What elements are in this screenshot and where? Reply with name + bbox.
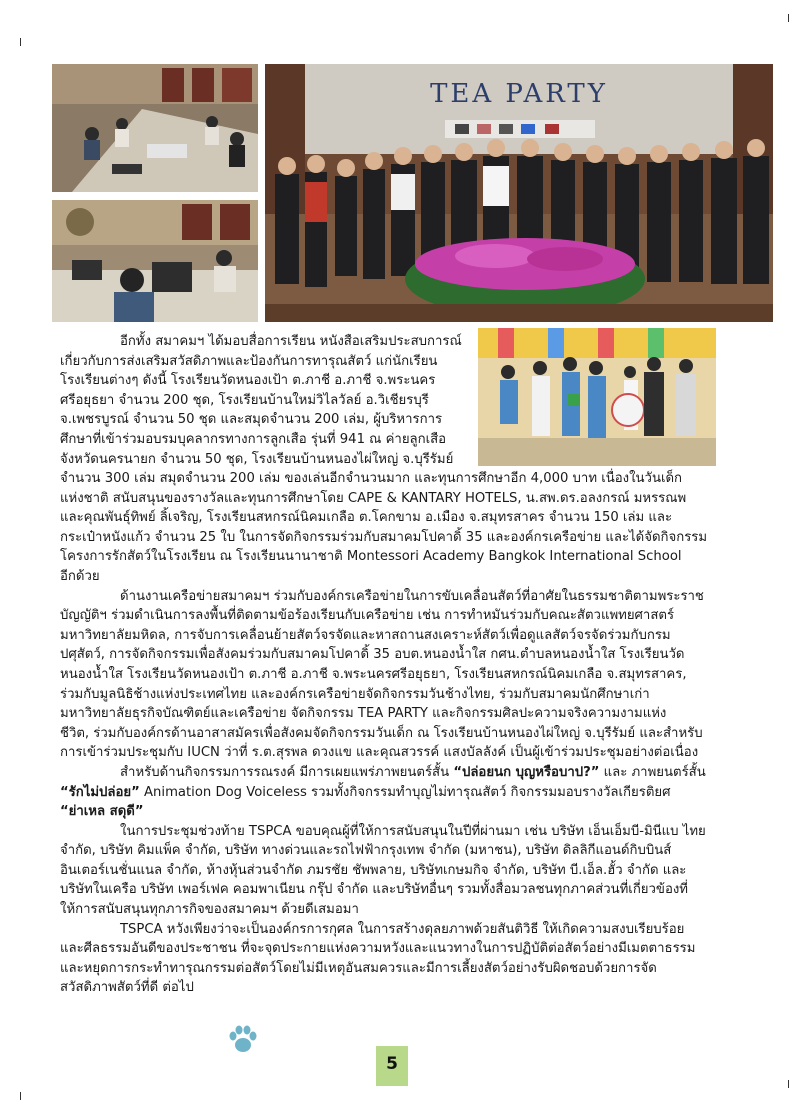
p5-line: และศีลธรรมอันดีของประชาชน ที่จะจุดประกายแห่งความหวังและแนวทางในการปฏิบัติต่อสัตว์อย่างมีเมตตาธรรม [60,941,696,957]
office-photo [52,200,258,322]
p2-line: ปศุสัตว์, การจัดกิจกรรมเพื่อสังคมร่วมกับสมาคมโปคาดิ้ 35 อบต.หนองน้ำใส กศน.ตำบลหนองน้ำใส โรงเรียนวัด [60,647,685,663]
p5-line: สวัสดิภาพสัตว์ที่ดี ต่อไป [60,980,194,996]
p1-line: แห่งชาติ สนับสนุนของรางวัลและทุนการศึกษาโดย CAPE & KANTARY HOTELS, น.สพ.ดร.อลงกรณ์ มหรรณพ [60,490,687,506]
p2-line: มหาวิทยาลัยมหิดล, การจับการเคลื่อนย้ายสัตว์จรจัดและหาสถานสงเคราะห์สัตว์เพื่อดูแลสัตว์จรจัดร่วมกับกรม [60,627,671,643]
page-number-box [376,1046,408,1086]
p2-line: ร่วมกับมูลนิธิช้างแห่งประเทศไทย และองค์กรเครือข่ายจัดกิจกรรมวันช้างไทย, ร่วมกับสมาคมนักศึกษาเก่า [60,686,650,702]
p1-line: จ.เพชรบูรณ์ จำนวน 50 ชุด และสมุดจำนวน 200 เล่ม, ผู้บริหารการ [60,412,443,428]
p4-line: ในการประชุมช่วงท้าย TSPCA ขอบคุณผู้ที่ให้การสนับสนุนในปีที่ผ่านมา เช่น บริษัท เอ็นเอ็มบี-มินีแบ ไทย [120,823,706,839]
p1-line: โครงการรักสัตว์ในโรงเรียน ณ โรงเรียนนานาชาติ Montessori Academy Bangkok International School [60,549,682,565]
page-number: 5 [386,1054,398,1074]
crop-mark-bottom-left [20,1092,21,1100]
p1-line: เกี่ยวกับการส่งเสริมสวัสดิภาพและป้องกันการทารุณสัตว์ แก่นักเรียน [60,353,438,369]
p2-line: มหาวิทยาลัยธุรกิจบัณฑิตย์และเครือข่าย จัดกิจกรรม TEA PARTY และกิจกรรมศิลปะความจริงความงามแห่ง [60,706,667,722]
p3-text: Animation Dog Voiceless รวมทั้งกิจกรรมทำบุญไม่ทารุณสัตว์ กิจกรรมมอบรางวัลเกียรติยศ [139,784,671,800]
tea-party-group-photo [265,64,773,322]
crop-mark-top-right [788,14,789,22]
award-title: “ย่าเหล สดุดี” [60,804,144,820]
p1-line: โรงเรียนต่างๆ ดังนี้ โรงเรียนวัดหนองเป้า ต.ภาชี อ.ภาชี จ.พระนคร [60,373,436,389]
paw-icon [226,1022,260,1056]
p1-line: จำนวน 300 เล่ม สมุดจำนวน 200 เล่ม ของเล่นอีกจำนวนมาก และทุนการศึกษาอีก 4,000 บาท เนื่องในวันเด็ก [60,471,683,486]
crop-mark-bottom-right [788,1080,789,1088]
p2-line: ชีวิต, ร่วมกับองค์กรด้านอาสาสมัครเพื่อสังคมจัดกิจกรรมวันเด็ก ณ โรงเรียนบ้านหนองไผ่ใหญ่ จ.บุรีรัมย์ และสำหรับ [60,725,703,741]
p3-line [60,763,750,783]
paragraph-media-donation [60,332,470,469]
p4-line: จำกัด, บริษัท คิมแพ็ค จำกัด, บริษัท ทางด่วนและรถไฟฟ้ากรุงเทพ จำกัด (มหาชน), บริษัท ดิลลิกีแอนด์กิบบินส์ [60,843,672,859]
p3-line [60,802,750,822]
p5-line: TSPCA หวังเพียงว่าจะเป็นองค์กรการกุศล ในการสร้างดุลยภาพด้วยสันติวิธี ให้เกิดความสงบเรียบร้อย [120,921,685,937]
p1-line: จังหวัดนครนายก จำนวน 50 ชุด, โรงเรียนบ้านหนองไผ่ใหญ่ จ.บุรีรัมย์ [60,451,454,467]
p1-line: อีกด้วย [60,568,100,584]
p4-line: บริษัทในเครือ บริษัท เพอร์เฟค คอมพาเนียน กรุ๊ป จำกัด และบริษัทอื่นๆ รวมทั้งสื่อมวลชนทุกภาคส่วนที่เกี่ยวข้องที่ [60,882,688,898]
p4-line: ให้การสนับสนุนทุกภารกิจของสมาคมฯ ด้วยดีเสมอมา [60,902,359,918]
meeting-room-photo [52,64,258,192]
paragraph-media-donation-cont [60,469,750,998]
film-title-bird: “ปล่อยนก บุญหรือบาป?” [453,764,600,780]
crop-mark-top-left [20,38,21,46]
p3-line [60,783,750,803]
childrens-day-photo [478,328,716,466]
banner-text: TEA PARTY [430,79,608,109]
p2-line: การเข้าร่วมประชุมกับ IUCN ว่าที่ ร.ต.สุรพล ดวงแข และคุณสวรรค์ แสงบัลลังค์ เป็นผู้เข้าร่วมประชุมอย่างต่อเนื่อง [60,745,699,761]
p2-line: ด้านงานเครือข่ายสมาคมฯ ร่วมกับองค์กรเครือข่ายในการขับเคลื่อนสัตว์ที่อาศัยในธรรมชาติตามพระราช [120,588,704,604]
p3-text: สำหรับด้านกิจกรรมการรณรงค์ มีการเผยแพร่ภาพยนตร์สั้น [120,764,454,780]
p1-line: และคุณพันธุ์ทิพย์ ลิ้เจริญ, โรงเรียนสหกรณ์นิคมเกลือ ต.โคกขาม อ.เมือง จ.สมุทรสาคร จำนวน 150 เล่ม และ [60,510,673,526]
p2-line: หนองน้ำใส โรงเรียนวัดหนองเป้า ต.ภาชี อ.ภาชี จ.พระนครศรีอยุธยา, โรงเรียนสหกรณ์นิคมเกลือ จ.สมุทรสาคร, [60,666,687,682]
p3-text: และ ภาพยนตร์สั้น [599,764,706,780]
p1-line: กระเป๋าหนังแก้ว จำนวน 25 ใบ ในการจัดกิจกรรมร่วมกับสมาคมโปคาดิ้ 35 และองค์กรเครือข่าย และได้จัดกิจกรรม [60,529,708,545]
p5-line: และหยุดการกระทำทารุณกรรมต่อสัตว์โดยไม่มีเหตุอันสมควรและมีการเลี้ยงสัตว์อย่างรับผิดชอบด้วยการจัด [60,960,657,976]
p1-line: ศึกษาที่เข้าร่วมอบรมบุคลากรทางการลูกเสือ รุ่นที่ 941 ณ ค่ายลูกเสือ [60,431,447,447]
p4-line: อินเตอร์เนชั่นแนล จำกัด, ห้างหุ้นส่วนจำกัด ภมรชัย ชัพพลาย, บริษัทเกษมกิจ จำกัด, บริษัท บี.เอ็ล.ฮั้ว จำกัด และ [60,862,687,878]
p1-line: อีกทั้ง สมาคมฯ ได้มอบสื่อการเรียน หนังสือเสริมประสบการณ์ [120,334,462,349]
film-title-love: “รักไม่ปล่อย” [60,784,140,800]
p1-line: ศรีอยุธยา จำนวน 200 ชุด, โรงเรียนบ้านใหม่วิไลวัลย์ อ.วิเชียรบุรี [60,392,429,408]
p2-line: บัญญัติฯ ร่วมดำเนินการลงพื้นที่ติดตามข้อร้องเรียนกับเครือข่าย เช่น การทำหมันร่วมกับคณะสัตวแพทยศาสตร์ [60,608,675,624]
